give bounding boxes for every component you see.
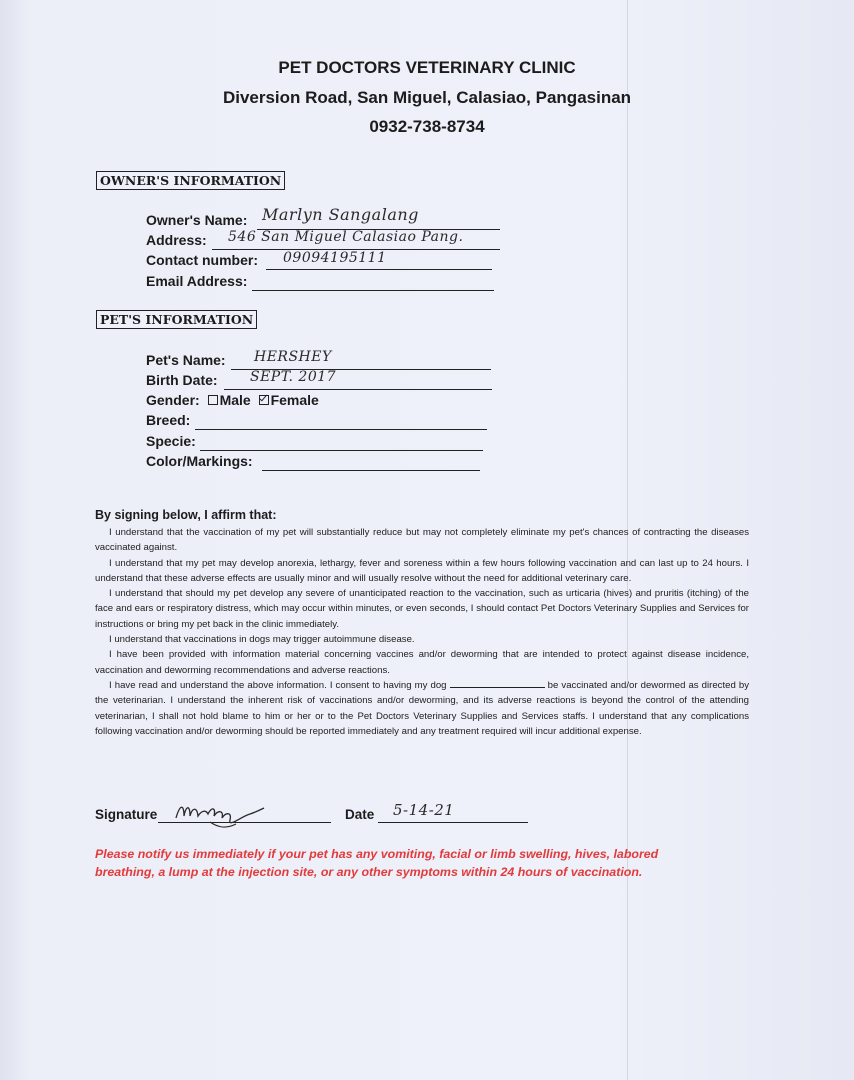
owner-name-label: Owner's Name: xyxy=(146,212,248,228)
pet-specie-label: Specie: xyxy=(146,433,196,449)
pet-gender-label: Gender: xyxy=(146,392,200,408)
owner-name-value[interactable]: Marlyn Sangalang xyxy=(262,205,419,224)
date-label: Date xyxy=(345,807,375,822)
affirmation-p6 xyxy=(95,678,749,739)
affirmation-body xyxy=(95,525,749,739)
pet-birth-label: Birth Date: xyxy=(146,372,218,388)
owner-contact-label: Contact number: xyxy=(146,252,258,268)
gender-male-checkbox[interactable] xyxy=(208,395,218,405)
vaccination-notice: Please notify us immediately if your pet has any vomiting, facial or limb swelling, hives, labored breathing, a lump at the injection site, or any other symptoms within 24 hours of vaccination. xyxy=(95,847,659,879)
owner-section-title: OWNER'S INFORMATION xyxy=(96,171,285,190)
pet-color-label: Color/Markings: xyxy=(146,453,253,469)
signature-label: Signature xyxy=(95,807,158,822)
owner-contact-line xyxy=(266,269,492,270)
affirmation-p1: I understand that the vaccination of my pet will substantially reduce but may not completely eliminate my pet's chances of contracting the diseases vaccinated against. xyxy=(95,527,749,554)
owner-address-label: Address: xyxy=(146,232,207,248)
dog-name-blank[interactable] xyxy=(450,679,545,688)
pet-birth-line xyxy=(224,389,492,390)
clinic-phone: 0932-738-8734 xyxy=(369,117,485,136)
date-line xyxy=(378,822,528,823)
pet-breed-line[interactable] xyxy=(195,429,487,430)
pet-color-line[interactable] xyxy=(262,470,480,471)
affirmation-title: By signing below, I affirm that: xyxy=(95,508,277,522)
date-value[interactable]: 5-14-21 xyxy=(393,801,455,819)
owner-email-line[interactable] xyxy=(252,290,494,291)
affirmation-p3: I understand that should my pet develop any severe of unanticipated reaction to the vaccination, such as urticaria (hives) and pruritis (itching) of the face and ears or respiratory distress, which may occur within minutes, or even seconds, I should contact Pet Doctors Veterinary Supplies and Services for instructions or bring my pet back in the clinic immediately. xyxy=(95,588,749,630)
owner-email-label: Email Address: xyxy=(146,273,248,289)
gender-male-label: Male xyxy=(219,392,251,408)
pet-breed-label: Breed: xyxy=(146,412,191,428)
pet-name-label: Pet's Name: xyxy=(146,352,226,368)
clinic-address: Diversion Road, San Miguel, Calasiao, Pangasinan xyxy=(222,88,632,107)
gender-female-checkbox[interactable] xyxy=(259,395,269,405)
pet-gender-field xyxy=(146,392,319,408)
affirmation-p2: I understand that my pet may develop anorexia, lethargy, fever and soreness within a few hours following vaccination and can last up to 24 hours. I understand that these adverse effects are usually minor and will usually resolve without the need for additional veterinary care. xyxy=(95,557,749,584)
pet-birth-value[interactable]: SEPT. 2017 xyxy=(250,369,337,385)
gender-female-label: Female xyxy=(270,392,319,408)
clinic-name: PET DOCTORS VETERINARY CLINIC xyxy=(278,58,576,77)
pet-name-value[interactable]: HERSHEY xyxy=(254,349,332,365)
affirmation-p6-start: I have read and understand the above information. I consent to having my dog xyxy=(109,679,447,691)
pet-specie-line[interactable] xyxy=(200,450,483,451)
affirmation-p4: I understand that vaccinations in dogs may trigger autoimmune disease. xyxy=(109,634,415,646)
affirmation-p5: I have been provided with information material concerning vaccines and/or deworming that are intended to protect against disease incidence, vaccination and deworming recommendations and adverse reactions. xyxy=(95,649,749,676)
owner-contact-value[interactable]: 09094195111 xyxy=(283,250,387,266)
pet-section-title: PET'S INFORMATION xyxy=(96,310,257,329)
signature-scribble xyxy=(170,796,270,836)
affirmation-p6-end: be vaccinated and/or dewormed as directed by the veterinarian. I understand the inherent risk of vaccinations and/or deworming, and its adverse reactions is beyond the control of the attending veterinarian, I shall not hold blame to him or her or to the Pet Doctors Veterinary Supplies and Services staffs. I understand that any complications following vaccination and/or deworming should be reported immediately and any treatment required will incur additional expense. xyxy=(95,679,750,737)
owner-address-value[interactable]: 546 San Miguel Calasiao Pang. xyxy=(228,229,464,245)
